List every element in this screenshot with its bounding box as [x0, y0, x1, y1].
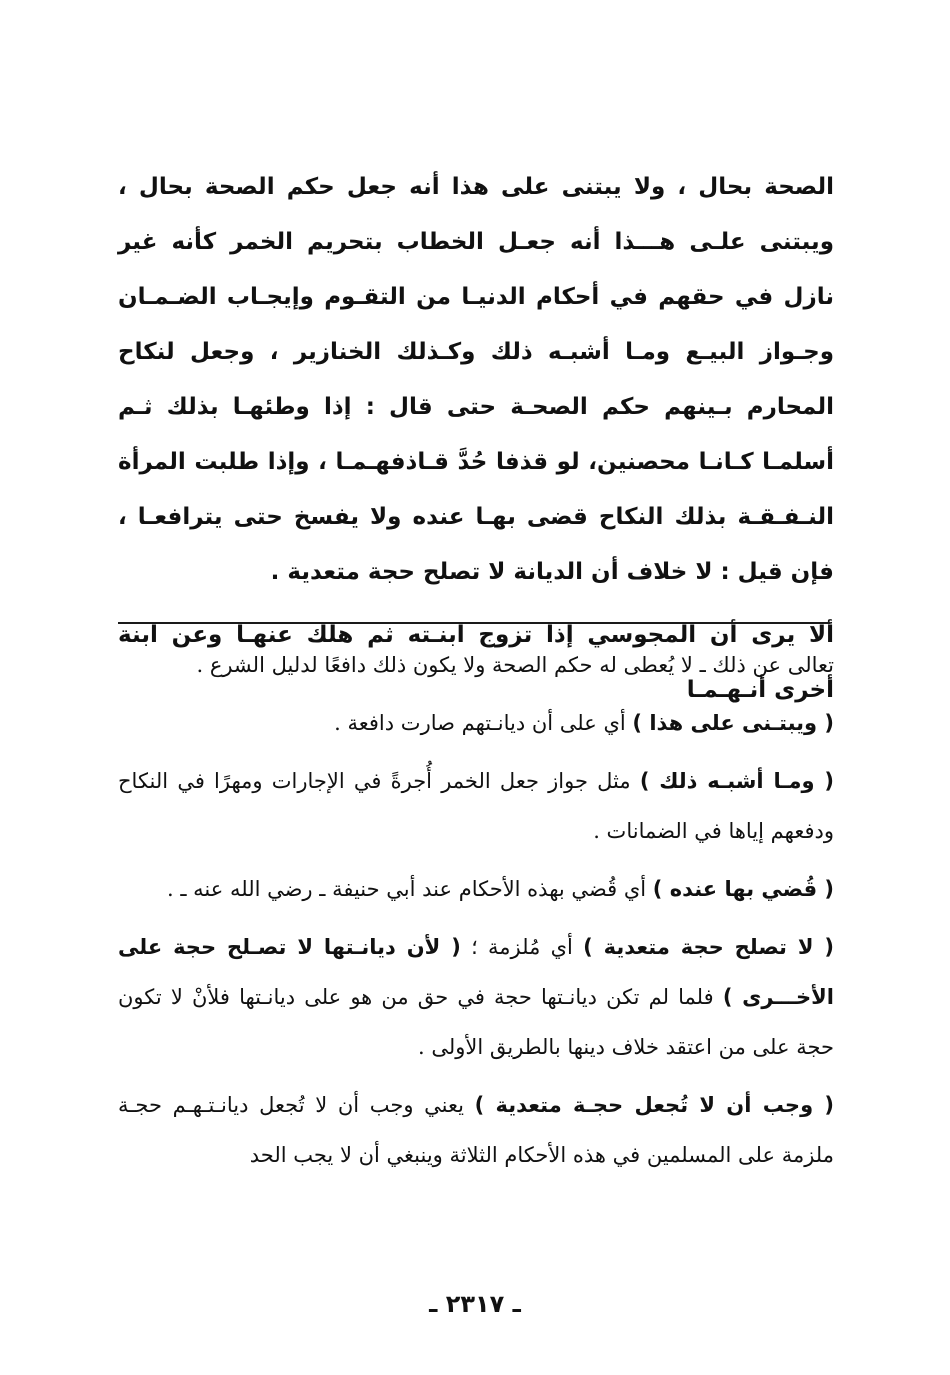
footnote-divider	[118, 622, 830, 624]
commentary-text: تعالى عن ذلك ـ لا يُعطى له حكم الصحة ولا يكون ذلك دافعًا لدليل الشرع .	[196, 653, 834, 677]
commentary-text: أي على أن ديانـتهم صارت دافعة .	[334, 711, 633, 735]
main-paragraph: الصحة بحال ، ولا يبتنى على هذا أنه جعل حكم الصحة بحال ، ويبتنى علـى هـــذا أنه جعـل الخطاب بتحريم الخمر كأنه غير نازل في حقهم في أحكام الدنيـا من التقـوم وإيجـاب الضـمـان وجـواز البيـع ومـا أشبـه ذلك وكـذلك الخنازير ، وجعل لنكاح المحارم بـينهم حكم الصحـة حتى قال : إذا وطئهـا بذلك ثـم أسلمـا كـانـا محصنين، لو قذفا حُدَّ قـاذفهـمـا ، وإذا طلبت المرأة النـفـقـة بذلك النكاح قضى بهـا عنده ولا يفسخ حتى يترافعـا ، فإن قيل : لا خلاف أن الديانة لا تصلح حجة متعدية .	[118, 174, 834, 585]
main-paragraph: ألا يرى أن المجوسي إذا تزوج ابنـته ثم هلك عنهـا وعن ابنة أخرى أنـهـمـا	[118, 622, 834, 703]
commentary-lemma: ( قُضي بها عنده )	[652, 877, 834, 901]
commentary-lemma: ( لا تصلح حجة متعدية )	[583, 935, 834, 959]
commentary-block	[118, 640, 834, 1188]
commentary-paragraph	[118, 864, 834, 914]
commentary-paragraph	[118, 1080, 834, 1180]
commentary-paragraph	[118, 698, 834, 748]
commentary-text: أي قُضي بهذه الأحكام عند أبي حنيفة ـ رضي الله عنه ـ .	[167, 877, 653, 901]
main-text-block	[118, 160, 834, 718]
commentary-lemma: ( لأن ديانـتها لا تصـلح حجة على الأخـــرى )	[118, 935, 834, 1009]
commentary-paragraph	[118, 640, 834, 690]
page-number: ـ ٢٣١٧ ـ	[429, 1290, 521, 1318]
commentary-text: مثل جواز جعل الخمر أُجرةً في الإجارات ومهرًا في النكاح ودفعهم إياها في الضمانات .	[118, 769, 834, 843]
commentary-paragraph	[118, 756, 834, 856]
commentary-text: أي مُلزمة ؛	[460, 935, 584, 959]
commentary-text: يعني وجب أن لا تُجعل ديانـتـهـم حجـة ملزمة على المسلمين في هذه الأحكام الثلاثة وينبغي أن لا يجب الحد	[118, 1093, 834, 1167]
commentary-lemma: ( ومـا أشبـه ذلك )	[639, 769, 834, 793]
commentary-text: فلما لم تكن ديانـتها حجة في حق من هو على ديانـتها فلأنْ لا تكون حجة على من اعتقد خلاف دينها بالطريق الأولى .	[118, 985, 834, 1059]
commentary-paragraph	[118, 922, 834, 1072]
commentary-lemma: ( وجب أن لا تُجعل حجـة متعدية )	[474, 1093, 835, 1117]
commentary-lemma: ( ويبتـنى على هذا )	[632, 711, 834, 735]
